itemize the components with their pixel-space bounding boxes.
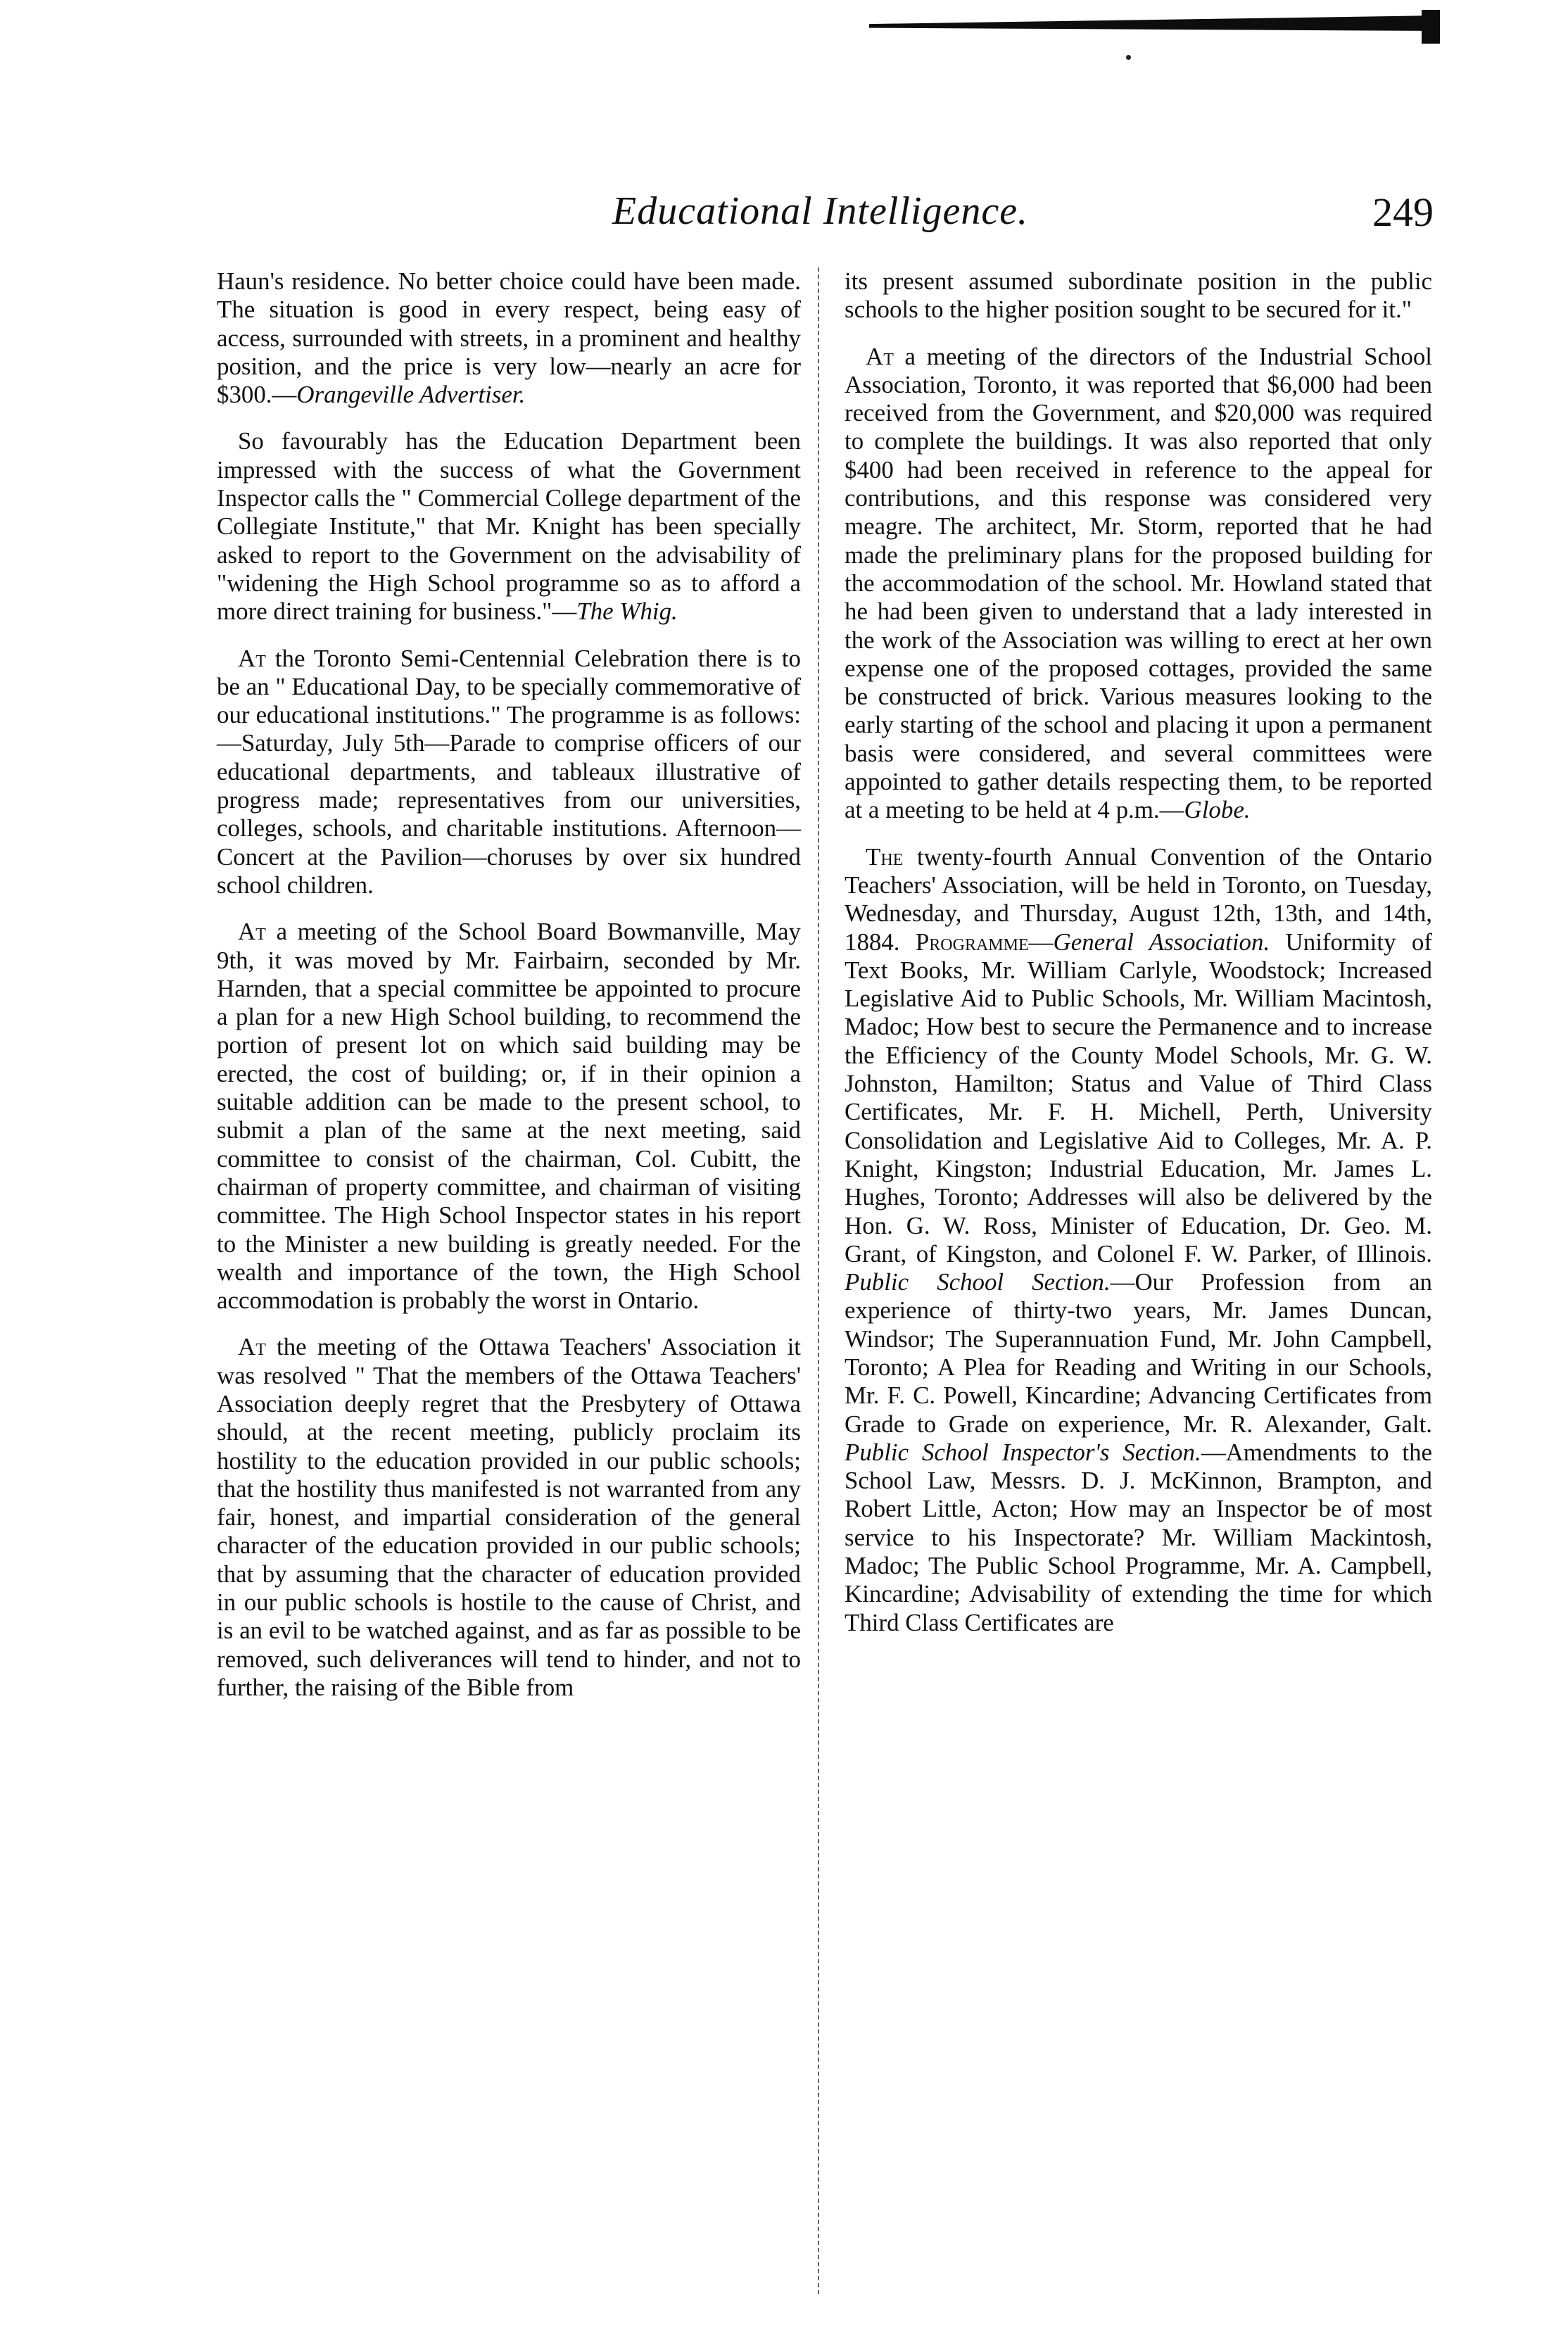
paragraph-text: a meeting of the directors of the Industrial School Association, Toronto, it was reported that $6,000 had been received from the Government, and $20,000 was required to complete the buildings. It was also reported that only $400 had been received in reference to the appeal for contributions, and this response was considered very meagre. The architect, Mr. Storm, reported that he had made the preliminary plans for the proposed building for the accommodation of the school. Mr. Howland stated that he had been given to understand that a lady interested in the work of the Association was willing to erect at her own expense one of the proposed cottages, provided the same be constructed of brick. Various measures looking to the early starting of the school and placing it upon a permanent basis were considered, and several committees were appointed to gather details respecting them, to be reported at a meeting to be held at 4 p.m.— (845, 342, 1432, 824)
paragraph-haun-residence (217, 267, 801, 409)
paragraph-text: its present assumed subordinate position in the public schools to the higher position sought to be secured for it." (845, 267, 1432, 324)
lead-word: At (238, 644, 266, 672)
paragraph-text: Haun's residence. No better choice could have been made. The situation is good in every respect, being easy of access, surrounded with streets, in a prominent and healthy position, and the price is very low—nearly an acre for $300.— (217, 267, 801, 409)
paragraph-text: the meeting of the Ottawa Teachers' Association it was resolved " That the members of the Ottawa Teachers' Association deeply regret that the Presbytery of Ottawa should, at the recent meeting, publicly proclaim its hostility to the education provided in our public schools; that the hostility thus manifested is not warranted from any fair, honest, and impartial consideration of the general character of the education provided in our public schools; that by assuming that the character of education provided in our public schools is hostile to the cause of Christ, and is an evil to be watched against, and as far as possible to be removed, such deliverances will tend to hinder, and not to further, the raising of the Bible from (217, 1333, 801, 1701)
lead-word: The (866, 842, 904, 871)
running-head: Educational Intelligence. (612, 189, 1029, 233)
paragraph-continuation (845, 267, 1432, 324)
paragraph-text: Uniformity of Text Books, Mr. William Carlyle, Woodstock; Increased Legislative Aid to Public Schools, Mr. William Macintosh, Madoc; How best to secure the Permanence and to increase the Efficiency of the County Model Schools, Mr. G. W. Johnston, Hamilton; Status and Value of Third Class Certificates, Mr. F. H. Michell, Perth, University Consolidation and Legislative Aid to Colleges, Mr. A. P. Knight, Kingston; Industrial Education, Mr. James L. Hughes, Toronto; Addresses will also be delivered by the Hon. G. W. Ross, Minister of Education, Dr. Geo. M. Grant, of Kingston, and Colonel F. W. Parker, of Illinois. (845, 928, 1432, 1268)
paragraph-text: twenty-fourth Annual Convention of the Ontario Teachers' Association, will be held in Toronto, on Tuesday, Wednesday, and Thursday, August 12th, 13th, and 14th, 1884. (845, 842, 1432, 956)
paragraph-semi-centennial (217, 645, 801, 900)
section-heading-general: General Association. (1053, 928, 1270, 956)
paragraph-industrial-school (845, 343, 1432, 825)
paragraph-text: —Our Profession from an experience of thirty-two years, Mr. James Duncan, Windsor; The Superannuation Fund, Mr. John Campbell, Toronto; A Plea for Reading and Writing in our Schools, Mr. F. C. Powell, Kincardine; Advancing Certificates from Grade to Grade on experience, Mr. R. Alexander, Galt. (845, 1268, 1433, 1438)
source-credit: The Whig. (576, 598, 678, 626)
top-scan-rule (869, 15, 1439, 31)
paragraph-text: the Toronto Semi-Centennial Celebration there is to be an " Educational Day, to be specially commemorative of our educational institutions." The programme is as follows: —Saturday, July 5th—Parade to comprise officers of our educational departments, and tableaux illustrative of progress made; representatives from our universities, colleges, schools, and charitable institutions. Afternoon—Concert at the Pavilion—choruses by over six hundred school children. (217, 644, 801, 899)
scan-speck (1126, 55, 1131, 60)
lead-word: At (238, 1333, 266, 1361)
paragraph-text: a meeting of the School Board Bowmanville, May 9th, it was moved by Mr. Fairbairn, seconded by Mr. Harnden, that a special committee be appointed to procure a plan for a new High School building, to recommend the portion of present lot on which said building may be erected, the cost of building; or, if in their opinion a suitable addition can be made to the present school, to submit a plan of the same at the next meeting, said committee to consist of the chairman, Col. Cubitt, the chairman of property committee, and chairman of visiting committee. The High School Inspector states in his report to the Minister a new building is greatly needed. For the wealth and importance of the town, the High School accommodation is probably the worst in Ontario. (217, 918, 801, 1315)
paragraph-education-department (217, 427, 801, 626)
paragraph-bowmanville-board (217, 918, 801, 1315)
source-credit: Globe. (1184, 796, 1251, 824)
lead-word: At (238, 918, 266, 946)
column-divider (818, 267, 819, 2294)
top-scan-rule-end (1422, 10, 1440, 44)
section-heading-public-school: Public School Section. (845, 1268, 1111, 1296)
paragraph-teachers-convention (845, 843, 1432, 1637)
paragraph-text: —Amendments to the School Law, Messrs. D. J. McKinnon, Brampton, and Robert Little, Acton; How may an Inspector be of most service to his Inspectorate? Mr. William Mackintosh, Madoc; The Public School Programme, Mr. A. Campbell, Kincardine; Advisability of extending the time for which Third Class Certificates are (845, 1438, 1432, 1636)
left-column (217, 267, 801, 1720)
source-credit: Orangeville Advertiser. (296, 381, 526, 409)
paragraph-ottawa-teachers (217, 1333, 801, 1702)
page-number: 249 (1372, 189, 1434, 235)
section-heading-inspector: Public School Inspector's Section. (845, 1438, 1201, 1466)
dash: — (1028, 928, 1054, 956)
right-column (845, 267, 1432, 1655)
paragraph-text: So favourably has the Education Department been impressed with the success of what the Government Inspector calls the " Commercial College department of the Collegiate Institute," that Mr. Knight has been specially asked to report to the Government on the advisability of "widening the High School programme so as to afford a more direct training for business."— (217, 427, 802, 626)
programme-label: Programme (915, 928, 1029, 956)
lead-word: At (866, 342, 894, 370)
